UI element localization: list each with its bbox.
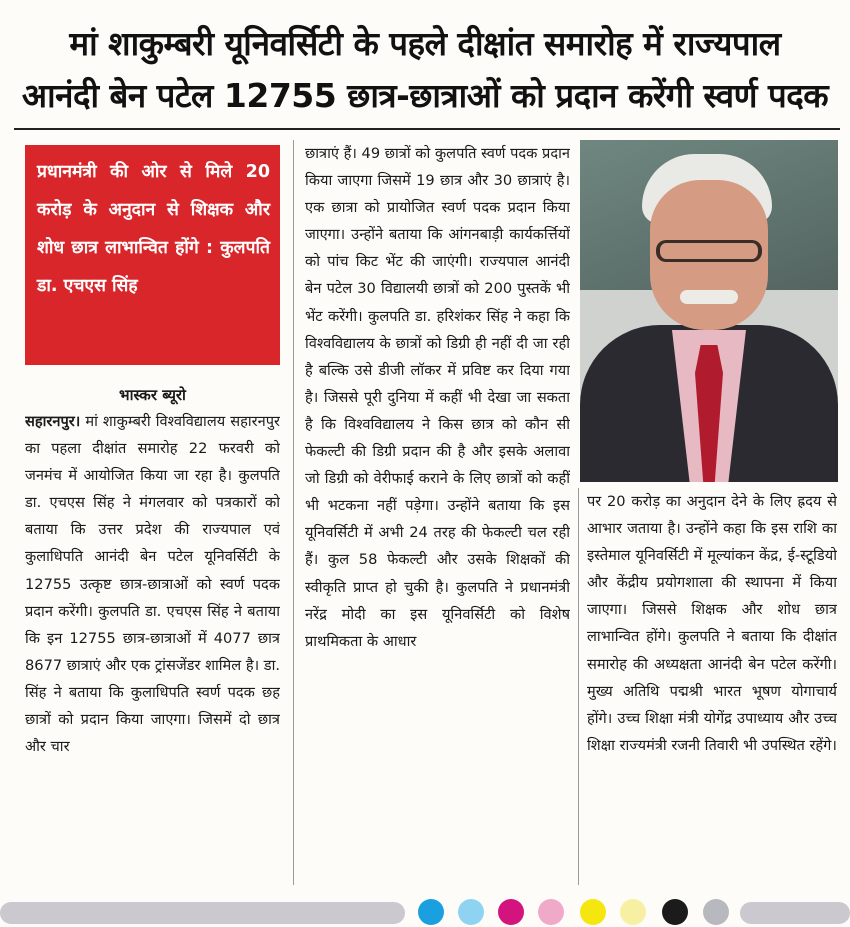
headline-line-2: आनंदी बेन पटेल 12755 छात्र-छात्राओं को प्रदान करेंगी स्वर्ण पदक (21, 76, 829, 115)
headline (10, 18, 840, 122)
article-column-1 (25, 408, 280, 883)
registration-dot (418, 899, 444, 925)
registration-dot (620, 899, 646, 925)
highlight-text: प्रधानमंत्री की ओर से मिले 20 करोड़ के अनुदान से शिक्षक और शोध छात्र लाभान्वित होंगे : कुलपति डा. एचएस सिंह (37, 162, 270, 296)
article-column-2 (305, 140, 570, 885)
registration-dot (498, 899, 524, 925)
dateline: सहारनपुर। (25, 413, 81, 430)
print-registration-strip (0, 902, 405, 924)
registration-dot (458, 899, 484, 925)
column-3-text: पर 20 करोड़ का अनुदान देने के लिए ह्रदय से आभार जताया है। उन्होंने कहा कि इस राशि का इस्तेमाल यूनिवर्सिटी में मूल्यांकन केंद्र, ई-स्टूडियो और केंद्रीय प्रयोगशाला की स्थापना में किया जाएगा। जिससे शिक्षक और शोध छात्र लाभान्वित होंगे। कुलपति ने बताया कि दीक्षांत समारोह की अध्यक्षता आनंदी बेन पटेल करेंगी। मुख्य अतिथि पद्मश्री भारत भूषण योगाचार्य होंगे। उच्च शिक्षा मंत्री योगेंद्र उपाध्याय और उच्च शिक्षा राज्यमंत्री रजनी तिवारी भी उपस्थित रहेंगे। (587, 493, 837, 754)
headline-rule (14, 128, 840, 130)
column-divider (293, 140, 294, 885)
registration-dot (662, 899, 688, 925)
byline: भास्कर ब्यूरो (119, 386, 186, 404)
vice-chancellor-photo (580, 140, 838, 482)
column-1-text: मां शाकुम्बरी विश्वविद्यालय सहारनपुर का पहला दीक्षांत समारोह 22 फरवरी को जनमंच में आयोजित किया जा रहा है। कुलपति डा. एचएस सिंह ने मंगलवार को पत्रकारों को बताया कि उत्तर प्रदेश की राज्यपाल एवं कुलाधिपति आनंदी बेन पटेल यूनिवर्सिटी के 12755 उत्कृष्ट छात्र-छात्राओं को स्वर्ण पदक प्रदान करेंगी। कुलपति डा. एचएस सिंह ने बताया कि इन 12755 छात्र-छात्राओं में 4077 छात्र 8677 छात्राएं और एक ट्रांसजेंडर शामिल है। डा. सिंह ने बताया कि कुलाधिपति स्वर्ण पदक छह छात्रों को प्रदान किया जाएगा। जिसमें दो छात्र और चार (25, 413, 280, 756)
print-registration-strip (740, 902, 850, 924)
highlight-box (25, 145, 280, 365)
registration-dot (538, 899, 564, 925)
registration-dot (580, 899, 606, 925)
registration-dot (703, 899, 729, 925)
headline-line-1: मां शाकुम्बरी यूनिवर्सिटी के पहले दीक्षांत समारोह में राज्यपाल (69, 24, 781, 63)
article-column-3 (587, 488, 837, 885)
column-2-text: छात्राएं हैं। 49 छात्रों को कुलपति स्वर्ण पदक प्रदान किया जाएगा जिसमें 19 छात्र और 30 छात्राएं है। एक छात्रा को प्रायोजित स्वर्ण पदक प्रदान किया जाएगा। उन्होंने बताया कि आंगनबाड़ी कार्यकर्त्तियों को पांच किट भेंट की जाएंगी। राज्यपाल आनंदी बेन पटेल 30 विद्यालयी छात्रों को 200 पुस्तकें भी भेंट करेंगी। कुलपति डा. हरिशंकर सिंह ने कहा कि विश्वविद्यालय के छात्रों को डिग्री ही नहीं दी जा रही है बल्कि उसे डीजी लॉकर में प्रविष्ट कर दिया गया है। जिससे पूरी दुनिया में कहीं भी देखा जा सकता है कि विश्वविद्यालय ने किस छात्र को कौन सी फेकल्टी की डिग्री प्रदान की है और इसके अलावा जो डिग्री को वेरीफाई कराने के लिए छात्रों को कहीं भी भटकना नहीं पड़ेगा। उन्होंने बताया कि इस यूनिवर्सिटी में अभी 24 तरह की फेकल्टी चल रही हैं। कुल 58 फेकल्टी और उसके शिक्षकों की स्वीकृति प्राप्त हो चुकी है। कुलपति ने प्रधानमंत्री नरेंद्र मोदी का इस यूनिवर्सिटी को विशेष प्राथमिकता के आधार (305, 145, 570, 650)
column-divider (578, 488, 579, 885)
